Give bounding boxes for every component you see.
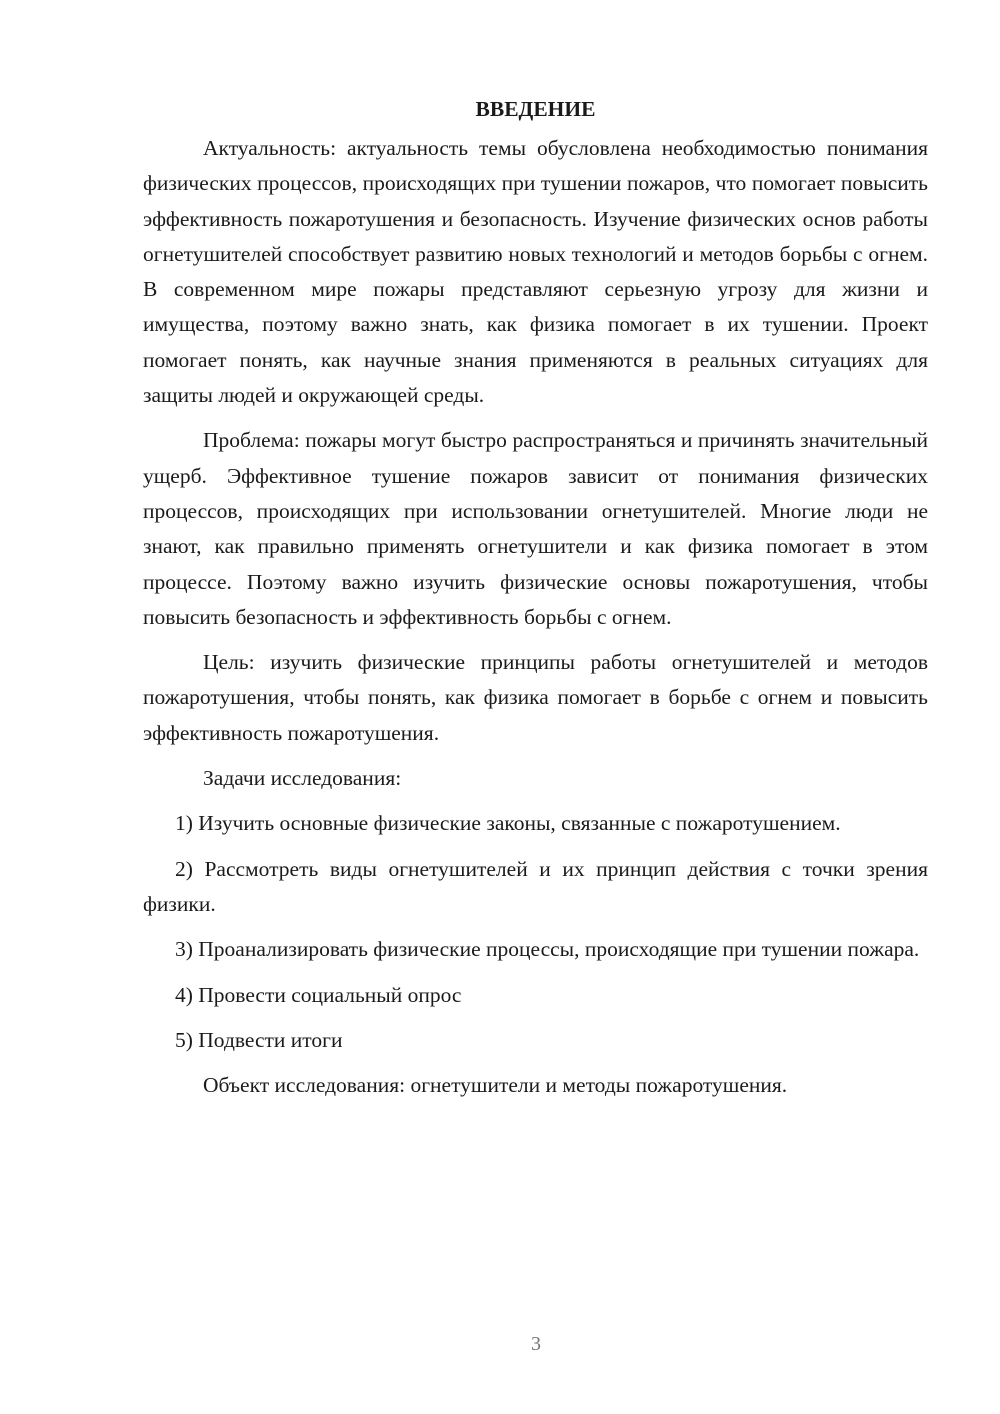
task-item-2: 2) Рассмотреть виды огнетушителей и их принцип действия с точки зрения физики. [143,856,928,916]
task-item-3: 3) Проанализировать физические процессы, происходящие при тушении пожара. [175,937,920,962]
problem-paragraph: Проблема: пожары могут быстро распространяться и причинять значительный ущерб. Эффективное тушение пожаров зависит от понимания физических процессов, происходящих при использовании огнетушителей. Многие люди не знают, как правильно применять огнетушители и как физика помогает в этом процессе. Поэтому важно изучить физические основы пожаротушения, чтобы повысить безопасность и эффективность борьбы с огнем. [143,428,928,629]
research-object-paragraph: Объект исследования: огнетушители и методы пожаротушения. [203,1073,788,1098]
page-content [143,92,928,1103]
task-item-5: 5) Подвести итоги [175,1027,343,1052]
relevance-paragraph: Актуальность: актуальность темы обусловлена необходимостью понимания физических процессов, происходящих при тушении пожаров, что помогает повысить эффективность пожаротушения и безопасность. Изучение физических основ работы огнетушителей способствует развитию новых технологий и методов борьбы с огнем. В современном мире пожары представляют серьезную угрозу для жизни и имущества, поэтому важно знать, как физика помогает в их тушении. Проект помогает понять, как научные знания применяются в реальных ситуациях для защиты людей и окружающей среды. [143,136,928,408]
goal-paragraph: Цель: изучить физические принципы работы огнетушителей и методов пожаротушения, чтобы понять, как физика помогает в борьбе с огнем и повысить эффективность пожаротушения. [143,650,928,745]
page-number: 3 [531,1333,541,1355]
task-item-1: 1) Изучить основные физические законы, связанные с пожаротушением. [175,811,841,836]
tasks-heading: Задачи исследования: [203,766,402,791]
task-item-4: 4) Провести социальный опрос [175,982,462,1007]
section-heading: ВВЕДЕНИЕ [475,97,596,121]
